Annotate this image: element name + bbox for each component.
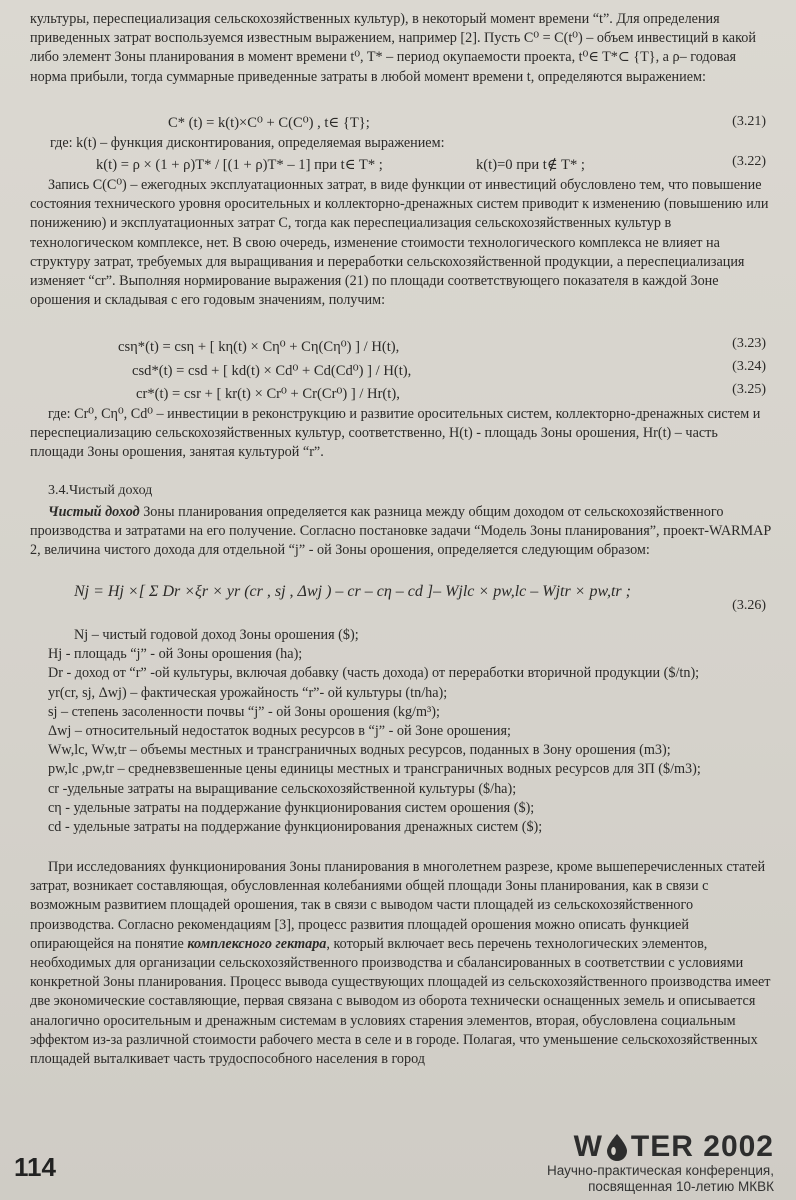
definition-item: cη - удельные затраты на поддержание функционирования систем орошения ($); [48,799,535,816]
equation-3-25: cr*(t) = csr + [ kr(t) × Cr⁰ + Cr(Cr⁰) ] / Hr(t), [136,386,400,402]
page-number: 114 [14,1152,56,1182]
water-2002-logo [574,1130,774,1164]
paragraph-text: где: Cr⁰, Cη⁰, Cd⁰ – инвестиции в реконструкцию и развитие оросительных систем, коллекторно-дренажных систем и переспециализацию сельскохозяйственных культур, соответственно, H(t) - площадь Зоны орошения, Hr(t) – часть площади Зоны орошения, занятая культурой “r”. [30,406,761,461]
equation-3-24: csd*(t) = csd + [ kd(t) × Cd⁰ + Cd(Cd⁰) ] / H(t), [132,363,412,379]
logo-text: TER 2002 [630,1130,774,1163]
paragraph-net-income [30,503,772,561]
paragraph-text: При исследованиях функционирования Зоны планирования в многолетнем разрезе, кроме вышеперечисленных статей затрат, возникает составляющая, обусловленная колебаниями общей площади Зоны планирования, как в связи с возможным развитием площадей орошения, так в связи с выводом части площадей из сельскохозяйственного производства. Согласно рекомендациям [3], процесс развития площадей орошения можно описать функцией опирающейся на понятие [30,859,766,952]
paragraph-text: где: k(t) – функция дисконтирования, определяемая выражением: [50,135,445,151]
equation-3-23: csη*(t) = csη + [ kη(t) × Cη⁰ + Cη(Cη⁰) ] / H(t), [118,339,400,355]
logo-letter: W [573,1130,603,1163]
definition-item: yr(cr, sj, Δwj) – фактическая урожайность “r”- ой культуры (tn/ha); [48,684,448,701]
definition-item: sj – степень засоленности почвы “j” - ой Зоны орошения (kg/m³); [48,703,440,720]
definitions-list [30,626,772,837]
paragraph-where [50,134,772,153]
equation-3-22a: k(t) = ρ × (1 + ρ)T* / [(1 + ρ)T* – 1] при t∈ T* ; [96,157,383,173]
water-drop-icon [605,1133,629,1161]
equation-number: (3.22) [732,154,766,169]
paragraph-text: культуры, переспециализация сельскохозяйственных культур), в некоторый момент времени “t”. Для определения приведенных затрат воспользуемся известным выражением, например [2]. Пусть C⁰ = C(t⁰) – объем инвестиций в какой либо элемент Зоны планирования в момент времени t⁰, T* – период окупаемости проекта, t⁰∈ T*⊂ {T}, а ρ– годовая норма прибыли, тогда суммарные приведенные затраты в любой момент времени t, определяются выражением: [30,11,756,85]
term-net-income: Чистый доход [48,504,140,520]
equation-3-26: Nj = Hj ×[ Σ Dr ×ξr × yr (cr , sj , Δwj ) – cr – cη – cd ]– Wjlc × pw,lc – Wjtr × pw,tr ; [74,583,631,600]
equation-number: (3.25) [732,382,766,397]
paragraph-long-term [30,858,772,1069]
definition-item: Δwj – относительный недостаток водных ресурсов в “j” - ой Зоне орошения; [48,723,511,740]
equation-number: (3.24) [732,359,766,374]
equation-number: (3.21) [732,114,766,129]
section-heading: 3.4.Чистый доход [48,483,153,498]
conference-line: Научно-практическая конференция, [547,1163,774,1178]
definition-item: pw,lc ,pw,tr – средневзвешенные цены единицы местных и трансграничных водных ресурсов для ЗП ($/m3); [48,761,701,778]
definition-item: cd - удельные затраты на поддержание функционирования дренажных систем ($); [48,819,543,836]
equation-number: (3.26) [732,598,766,613]
paragraph-text: , который включает весь перечень технологических элементов, необходимых для организации сельскохозяйственного производства и сбалансированных в соответствии с условиями конкретной Зоны планирования. Процесс вывода существующих площадей из сельскохозяйственного производства имеет две экономические составляющие, первая связана с выводом из оборота технически оснащенных земель и описывается аналогично оросительным и дренажным системам в условиях старения элементов, вторая, обусловлена социальным эффектом из-за различной стоимости рабочего места в селе и в городе. Полагая, что уменьшение сельскохозяйственных площадей выталкивает часть трудоспособного населения в город [30,935,771,1068]
term-complex-hectare: комплексного гектара [187,935,327,952]
definition-item: Hj - площадь “j” - ой Зоны орошения (ha); [48,646,303,663]
equation-3-21: C* (t) = k(t)×C⁰ + C(C⁰) , t∈ {T}; [168,115,370,131]
paragraph-costs [30,176,772,310]
definition-item: Ww,lc, Ww,tr – объемы местных и трансграничных водных ресурсов, поданных в Зону орошения (m3); [48,742,671,759]
definition-item: Nj – чистый годовой доход Зоны орошения ($); [74,627,359,643]
paragraph-text: Запись C(C⁰) – ежегодных эксплуатационных затрат, в виде функции от инвестиций обусловлено тем, что повышение состояния технического уровня оросительных и коллекторно-дренажных систем приводит к изменению (повышению или понижению) и эксплуатационных затрат C, тогда как переспециализация сельскохозяйственных культур в технологическом комплексе, нет. В свою очередь, изменение стоимости технологического комплекса не влияет на структуру затрат, требуемых для выращивания и переработки сельскохозяйственной продукции, а переспециализация изменяет “cr”. Выполняя нормирование выражения (21) по площади соответствующего показателя в каждой Зоне орошения и складывая с его годовым значениям, получим: [30,177,769,309]
conference-line: посвященная 10-летию МКВК [588,1179,774,1194]
conference-caption [547,1163,774,1195]
definition-item: cr -удельные затраты на выращивание сельскохозяйственной культуры ($/ha); [48,780,517,797]
paragraph-text: Зоны планирования определяется как разница между общим доходом от сельскохозяйственного производства и затратами на его получение. Согласно постановке задачи “Модель Зоны планирования”, проект-WARMAP 2, величина чистого дохода для отдельной “j” - ой Зоны орошения, определяется следующим образом: [30,504,771,559]
equation-number: (3.23) [732,336,766,351]
paragraph-investments [30,405,772,463]
definition-item: Dr - доход от “r” -ой культуры, включая добавку (часть дохода) от переработки вторичной продукции ($/tn); [48,665,700,682]
paragraph-intro [30,10,772,87]
equation-3-22b: k(t)=0 при t∉ T* ; [476,157,585,173]
